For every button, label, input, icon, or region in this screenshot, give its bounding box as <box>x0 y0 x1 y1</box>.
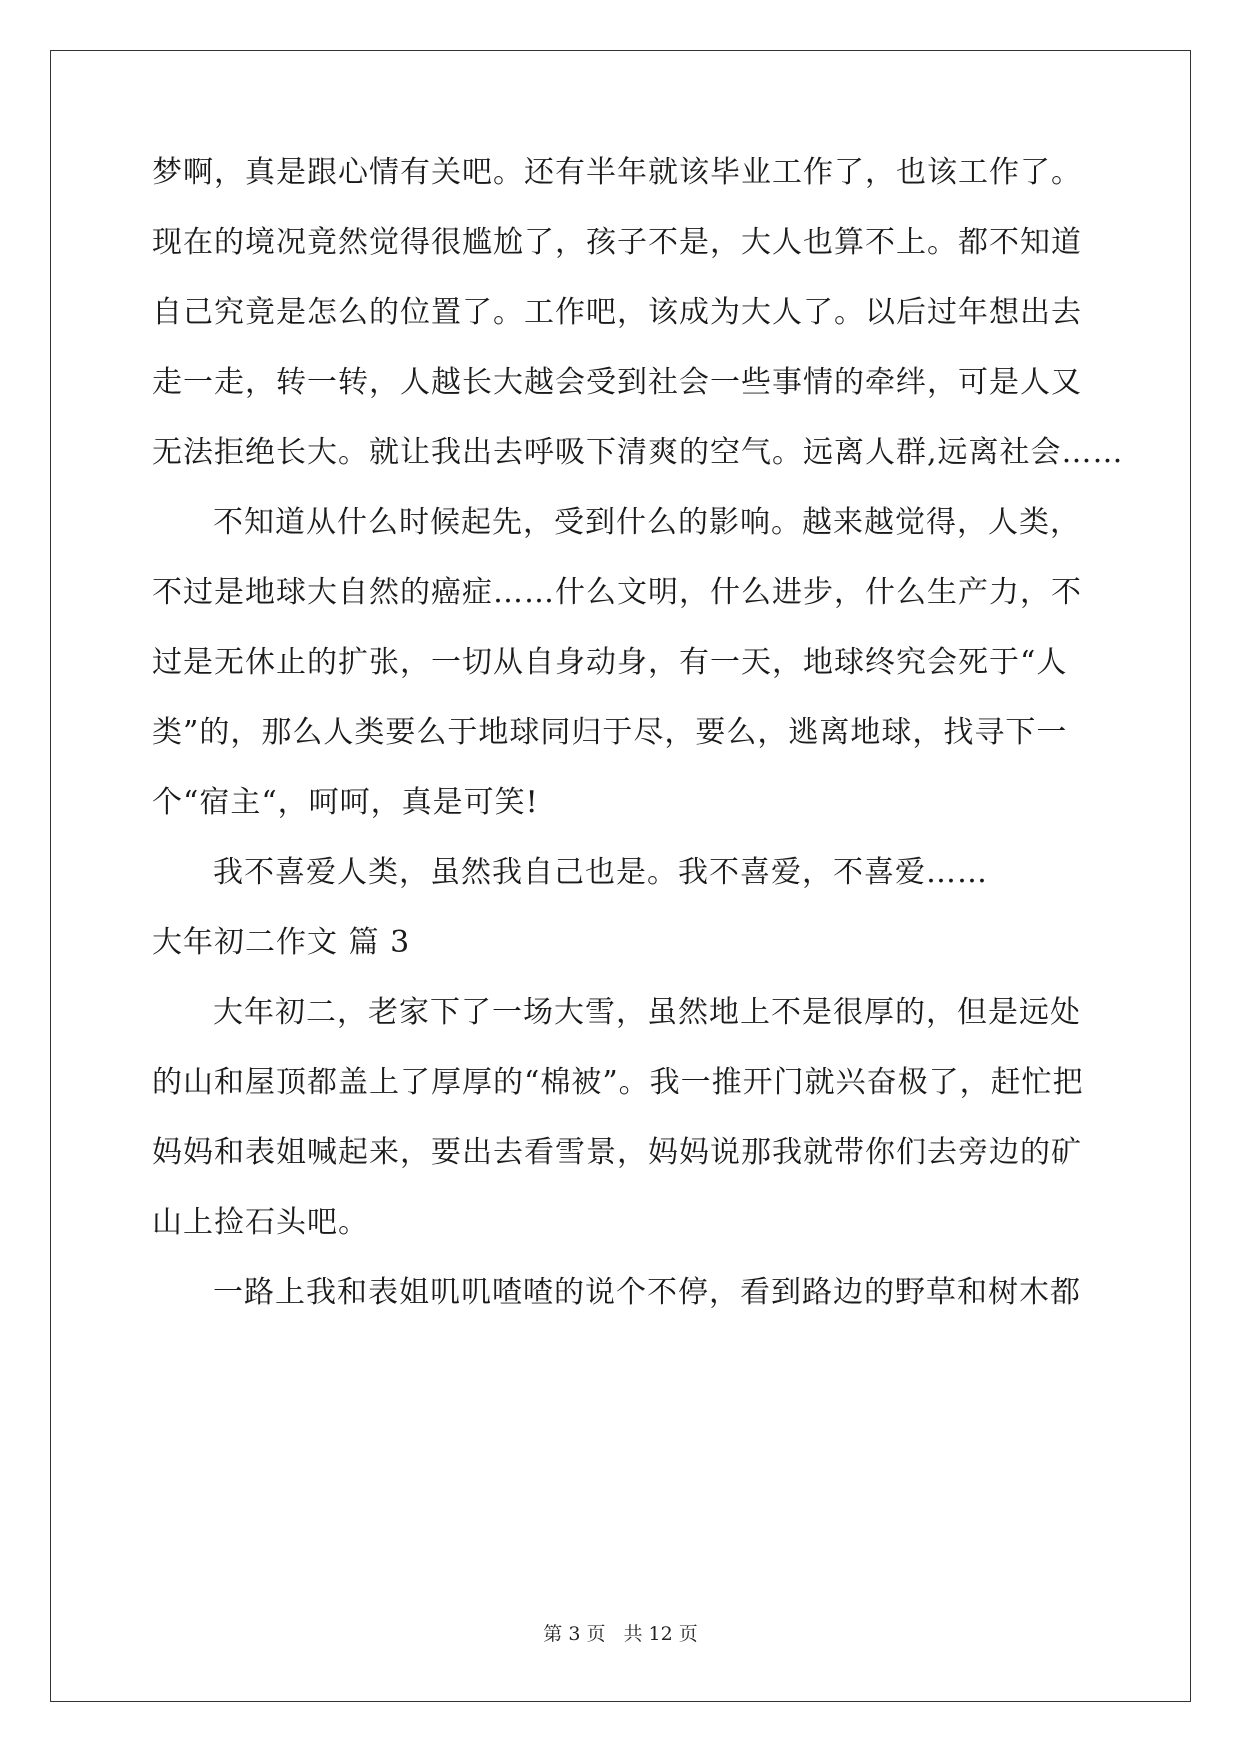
page-total: 共 12 页 <box>623 1623 698 1645</box>
text-line: 无法拒绝长大。就让我出去呼吸下清爽的空气。远离人群,远离社会…… <box>152 435 1124 470</box>
text-line: 一路上我和表姐叽叽喳喳的说个不停，看到路边的野草和树木都 <box>213 1275 1081 1310</box>
text-line: 我不喜爱人类，虽然我自己也是。我不喜爱，不喜爱…… <box>213 855 988 890</box>
text-line: 山上捡石头吧。 <box>152 1205 369 1240</box>
section-heading: 大年初二作文 篇 3 <box>152 925 411 960</box>
text-line: 不知道从什么时候起先，受到什么的影响。越来越觉得，人类， <box>213 505 1081 540</box>
text-line: 大年初二，老家下了一场大雪，虽然地上不是很厚的，但是远处 <box>213 995 1081 1030</box>
page-number: 第 3 页 <box>543 1623 606 1645</box>
text-line: 的山和屋顶都盖上了厚厚的“棉被”。我一推开门就兴奋极了，赶忙把 <box>152 1065 1084 1100</box>
text-line: 梦啊，真是跟心情有关吧。还有半年就该毕业工作了，也该工作了。 <box>152 155 1082 190</box>
page-footer <box>0 1622 1241 1646</box>
text-line: 过是无休止的扩张，一切从自身动身，有一天，地球终究会死于“人 <box>152 645 1068 680</box>
text-line: 现在的境况竟然觉得很尴尬了，孩子不是，大人也算不上。都不知道 <box>152 225 1082 260</box>
text-line: 个“宿主“，呵呵，真是可笑! <box>152 785 539 820</box>
text-line: 自己究竟是怎么的位置了。工作吧，该成为大人了。以后过年想出去 <box>152 295 1082 330</box>
text-line: 类”的，那么人类要么于地球同归于尽，要么，逃离地球，找寻下一 <box>152 715 1068 750</box>
text-line: 妈妈和表姐喊起来，要出去看雪景，妈妈说那我就带你们去旁边的矿 <box>152 1135 1082 1170</box>
text-line: 走一走，转一转，人越长大越会受到社会一些事情的牵绊，可是人又 <box>152 365 1082 400</box>
text-line: 不过是地球大自然的癌症……什么文明，什么进步，什么生产力，不 <box>152 575 1082 610</box>
